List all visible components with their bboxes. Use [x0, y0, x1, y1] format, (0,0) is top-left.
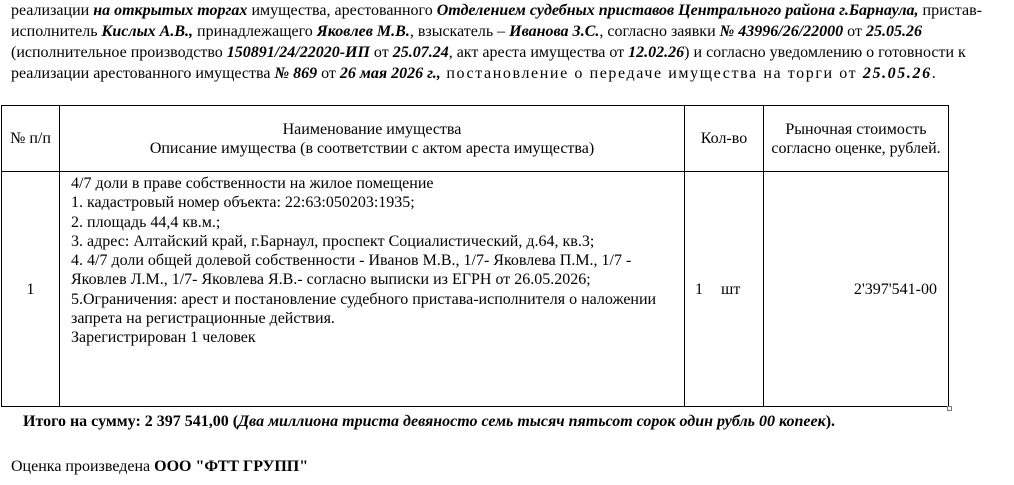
header-price: Рыночная стоимость согласно оценке, рублей. — [764, 106, 949, 172]
row-price: 2'397'541-00 — [764, 172, 949, 407]
description-line: 3. адрес: Алтайский край, г.Барнаул, проспект Социалистический, д.64, кв.3; — [71, 232, 595, 250]
auction-type: на открытых торгах — [93, 2, 248, 19]
notice-date: 26 мая 2026 г., — [339, 65, 441, 82]
intro-text: постановление о передаче имущества на торги от — [440, 65, 863, 82]
total-label: Итого на сумму: 2 397 541,00 ( — [23, 413, 239, 430]
bailiff-department: Отделением судебных приставов Центрального района г.Барнаула, — [436, 2, 919, 19]
intro-text: имущества, арестованного — [247, 2, 437, 19]
intro-paragraph — [11, 0, 1006, 84]
appraisal-line — [11, 456, 308, 477]
notice-number: № 869 — [274, 65, 318, 82]
property-table — [1, 105, 949, 407]
description-line: 1. кадастровый номер объекта: 22:63:050203:1935; — [71, 194, 415, 212]
table-row — [2, 172, 949, 407]
table-header-row — [2, 106, 949, 172]
quantity-value: 1 — [695, 280, 703, 298]
claimant-name: Иванова З.С. — [509, 23, 600, 40]
row-quantity — [685, 172, 764, 407]
appraisal-label: Оценка произведена — [11, 458, 155, 475]
description-line: 4/7 доли в праве собственности на жилое помещение — [71, 175, 434, 192]
intro-text: принадлежащего — [193, 23, 317, 40]
request-number: № 43996/26/22000 — [719, 23, 844, 40]
request-date: 25.05.26 — [865, 23, 922, 40]
intro-text: (исполнительное производство — [11, 44, 227, 61]
bailiff-name: Кислых А.В., — [101, 23, 194, 40]
header-name — [60, 106, 685, 172]
intro-text: , согласно заявки — [599, 23, 720, 40]
intro-text: пристав-исполнитель — [11, 2, 982, 40]
intro-text: реализации — [11, 2, 94, 19]
proceeding-date: 25.07.24 — [392, 44, 449, 61]
row-description — [60, 172, 685, 407]
quantity-unit: шт — [721, 280, 741, 298]
intro-text: . — [931, 65, 936, 82]
header-quantity: Кол-во — [685, 106, 764, 172]
total-words: Два миллиона триста девяносто семь тысяч пятьсот сорок один рубль 00 копеек — [238, 413, 826, 430]
appraiser-company: ООО "ФТТ ГРУПП" — [154, 458, 309, 475]
row-number: 1 — [2, 172, 60, 407]
intro-text: от — [369, 44, 393, 61]
header-name-line2: Описание имущества (в соответствии с актом ареста имущества) — [149, 139, 595, 157]
intro-text: , взыскатель – — [409, 23, 510, 40]
header-number: № п/п — [2, 106, 60, 172]
description-line: Зарегистрирован 1 человек — [71, 329, 256, 347]
total-line — [11, 411, 971, 432]
intro-text: от — [317, 65, 340, 82]
header-name-line1: Наименование имущества — [282, 120, 462, 138]
arrest-date: 12.02.26 — [628, 44, 685, 61]
transfer-date: 25.05.26 — [862, 65, 932, 82]
description-line: 4. 4/7 доли общей долевой собственности - Иванов М.В., 1/7- Яковлева П.М., 1/7 - Яковлев Л.М., 1/7- Яковлева Я.В.- согласно выписки из ЕГРН от 26.05.2026; — [71, 252, 632, 289]
proceeding-number: 150891/24/22020-ИП — [226, 44, 370, 61]
total-end: ). — [825, 413, 836, 430]
description-line: 2. площадь 44,4 кв.м.; — [71, 213, 221, 231]
description-line: 5.Ограничения: арест и постановление судебного пристава-исполнителя о наложении запрета на регистрационные действия. — [71, 290, 657, 328]
intro-text: ) и согласно уведомлению о готовности к реализации арестованного имущества — [11, 44, 966, 82]
debtor-name: Яковлев М.В. — [316, 23, 410, 40]
intro-text: от — [843, 23, 866, 40]
intro-text: , акт ареста имущества от — [448, 44, 629, 61]
